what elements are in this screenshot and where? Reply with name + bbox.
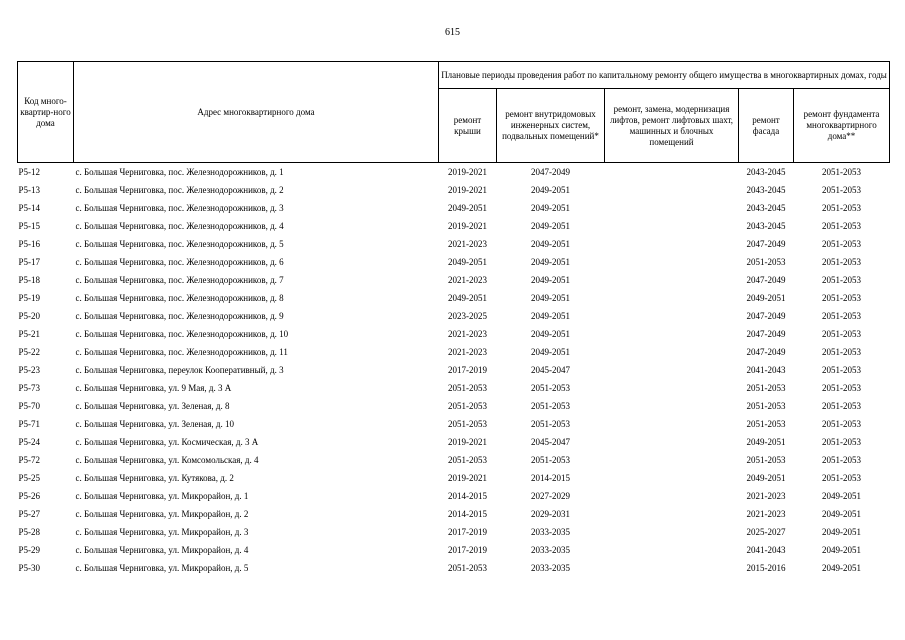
cell-code: Р5-71 <box>18 418 41 429</box>
cell-foundation: 2049-2051 <box>822 490 862 501</box>
cell-systems: 2049-2051 <box>531 274 570 285</box>
cell-systems: 2049-2051 <box>531 292 570 303</box>
cell-systems: 2049-2051 <box>531 184 570 195</box>
cell-facade: 2047-2049 <box>746 310 786 321</box>
cell-lifts <box>605 163 739 182</box>
cell-facade: 2025-2027 <box>746 526 786 537</box>
cell-code: Р5-30 <box>18 562 41 573</box>
header-lifts: ремонт, замена, модернизация лифтов, ремонт лифтовых шахт, машинных и блочных помещений <box>605 89 739 163</box>
cell-roof: 2049-2051 <box>448 292 487 303</box>
cell-code: Р5-15 <box>18 220 41 231</box>
cell-systems: 2014-2015 <box>531 472 570 483</box>
cell-systems: 2047-2049 <box>531 166 570 177</box>
cell-foundation: 2051-2053 <box>822 364 862 375</box>
cell-lifts <box>605 433 739 451</box>
cell-foundation: 2051-2053 <box>822 454 862 465</box>
cell-systems: 2049-2051 <box>531 220 570 231</box>
cell-foundation: 2051-2053 <box>822 184 862 195</box>
cell-systems: 2033-2035 <box>531 544 570 555</box>
header-address: Адрес многоквартирного дома <box>74 62 439 163</box>
cell-systems: 2051-2053 <box>531 454 570 465</box>
cell-systems: 2049-2051 <box>531 238 570 249</box>
cell-facade: 2051-2053 <box>746 382 786 393</box>
cell-roof: 2014-2015 <box>448 508 487 519</box>
cell-address: с. Большая Черниговка, пос. Железнодорожников, д. 4 <box>75 220 284 231</box>
header-foundation: ремонт фундамента многоквартирного дома** <box>794 89 890 163</box>
cell-lifts <box>605 451 739 469</box>
cell-lifts <box>605 199 739 217</box>
cell-lifts <box>605 469 739 487</box>
cell-foundation: 2051-2053 <box>822 256 862 267</box>
cell-address: с. Большая Черниговка, пос. Железнодорожников, д. 11 <box>75 346 288 357</box>
cell-address: с. Большая Черниговка, ул. Микрорайон, д. 3 <box>75 526 249 537</box>
cell-foundation: 2051-2053 <box>822 472 862 483</box>
page-number: 615 <box>445 27 460 38</box>
cell-code: Р5-25 <box>18 472 41 483</box>
cell-lifts <box>605 361 739 379</box>
cell-address: с. Большая Черниговка, ул. Кутякова, д. 2 <box>75 472 234 483</box>
cell-address: с. Большая Черниговка, ул. 9 Мая, д. 3 А <box>75 382 232 393</box>
cell-lifts <box>605 307 739 325</box>
header-systems: ремонт внутридомовых инженерных систем, подвальных помещений* <box>497 89 605 163</box>
cell-foundation: 2051-2053 <box>822 274 862 285</box>
cell-code: Р5-24 <box>18 436 41 447</box>
cell-roof: 2049-2051 <box>448 256 487 267</box>
cell-roof: 2021-2023 <box>448 346 487 357</box>
cell-foundation: 2051-2053 <box>822 418 862 429</box>
cell-lifts <box>605 397 739 415</box>
cell-code: Р5-16 <box>18 238 41 249</box>
cell-foundation: 2051-2053 <box>822 220 862 231</box>
cell-facade: 2047-2049 <box>746 238 786 249</box>
cell-address: с. Большая Черниговка, пос. Железнодорожников, д. 2 <box>75 184 284 195</box>
cell-code: Р5-14 <box>18 202 41 213</box>
cell-systems: 2051-2053 <box>531 382 570 393</box>
cell-roof: 2051-2053 <box>448 418 487 429</box>
cell-facade: 2041-2043 <box>746 364 786 375</box>
cell-systems: 2051-2053 <box>531 418 570 429</box>
table-row <box>18 487 890 505</box>
table-row <box>18 415 890 433</box>
cell-roof: 2019-2021 <box>448 184 487 195</box>
cell-systems: 2049-2051 <box>531 328 570 339</box>
cell-foundation: 2049-2051 <box>822 544 862 555</box>
cell-systems: 2049-2051 <box>531 310 570 321</box>
cell-systems: 2027-2029 <box>531 490 570 501</box>
capital-repair-table <box>17 61 890 577</box>
cell-systems: 2049-2051 <box>531 202 570 213</box>
cell-roof: 2049-2051 <box>448 202 487 213</box>
table-row <box>18 271 890 289</box>
cell-systems: 2049-2051 <box>531 346 570 357</box>
cell-address: с. Большая Черниговка, ул. Зеленая, д. 8 <box>75 400 230 411</box>
cell-lifts <box>605 253 739 271</box>
cell-systems: 2045-2047 <box>531 436 570 447</box>
cell-facade: 2049-2051 <box>746 292 786 303</box>
table-row <box>18 235 890 253</box>
cell-code: Р5-17 <box>18 256 41 267</box>
table-row <box>18 361 890 379</box>
cell-lifts <box>605 343 739 361</box>
cell-address: с. Большая Черниговка, ул. Комсомольская, д. 4 <box>75 454 259 465</box>
cell-facade: 2041-2043 <box>746 544 786 555</box>
table-row <box>18 469 890 487</box>
cell-facade: 2047-2049 <box>746 328 786 339</box>
cell-facade: 2051-2053 <box>746 256 786 267</box>
cell-roof: 2021-2023 <box>448 238 487 249</box>
cell-foundation: 2051-2053 <box>822 238 862 249</box>
table-row <box>18 343 890 361</box>
table-row <box>18 217 890 235</box>
cell-code: Р5-72 <box>18 454 41 465</box>
cell-lifts <box>605 325 739 343</box>
header-code: Код много-квартир-ного дома <box>18 62 74 163</box>
cell-code: Р5-18 <box>18 274 41 285</box>
cell-lifts <box>605 379 739 397</box>
table-row <box>18 379 890 397</box>
cell-roof: 2019-2021 <box>448 166 487 177</box>
table-body <box>18 163 890 578</box>
table-row <box>18 397 890 415</box>
cell-foundation: 2051-2053 <box>822 346 862 357</box>
cell-lifts <box>605 181 739 199</box>
cell-foundation: 2051-2053 <box>822 400 862 411</box>
table-row <box>18 199 890 217</box>
cell-address: с. Большая Черниговка, пос. Железнодорожников, д. 1 <box>75 166 284 177</box>
cell-roof: 2019-2021 <box>448 436 487 447</box>
cell-roof: 2021-2023 <box>448 328 487 339</box>
header-roof: ремонт крыши <box>439 89 497 163</box>
cell-roof: 2021-2023 <box>448 274 487 285</box>
cell-foundation: 2051-2053 <box>822 436 862 447</box>
cell-facade: 2047-2049 <box>746 346 786 357</box>
table-row <box>18 307 890 325</box>
cell-lifts <box>605 217 739 235</box>
cell-address: с. Большая Черниговка, пос. Железнодорожников, д. 10 <box>75 328 289 339</box>
cell-code: Р5-29 <box>18 544 41 555</box>
cell-roof: 2051-2053 <box>448 454 487 465</box>
cell-address: с. Большая Черниговка, пос. Железнодорожников, д. 8 <box>75 292 284 303</box>
cell-facade: 2043-2045 <box>746 184 786 195</box>
table-row <box>18 181 890 199</box>
cell-foundation: 2051-2053 <box>822 328 862 339</box>
cell-address: с. Большая Черниговка, пос. Железнодорожников, д. 7 <box>75 274 284 285</box>
table-row <box>18 253 890 271</box>
cell-code: Р5-20 <box>18 310 41 321</box>
cell-lifts <box>605 559 739 577</box>
table-row <box>18 325 890 343</box>
cell-facade: 2015-2016 <box>746 562 786 573</box>
cell-address: с. Большая Черниговка, ул. Микрорайон, д. 5 <box>75 562 249 573</box>
cell-facade: 2049-2051 <box>746 472 786 483</box>
cell-roof: 2014-2015 <box>448 490 487 501</box>
cell-address: с. Большая Черниговка, пос. Железнодорожников, д. 9 <box>75 310 284 321</box>
table-row <box>18 523 890 541</box>
cell-code: Р5-19 <box>18 292 41 303</box>
cell-roof: 2017-2019 <box>448 364 487 375</box>
cell-facade: 2051-2053 <box>746 454 786 465</box>
cell-code: Р5-27 <box>18 508 41 519</box>
cell-foundation: 2051-2053 <box>822 292 862 303</box>
cell-lifts <box>605 235 739 253</box>
cell-address: с. Большая Черниговка, пос. Железнодорожников, д. 3 <box>75 202 284 213</box>
table-row <box>18 505 890 523</box>
cell-address: с. Большая Черниговка, ул. Микрорайон, д. 2 <box>75 508 249 519</box>
cell-roof: 2023-2025 <box>448 310 487 321</box>
header-facade: ремонт фасада <box>739 89 794 163</box>
table-row <box>18 559 890 577</box>
table-row <box>18 451 890 469</box>
table-row <box>18 433 890 451</box>
cell-address: с. Большая Черниговка, пос. Железнодорожников, д. 5 <box>75 238 284 249</box>
cell-roof: 2019-2021 <box>448 472 487 483</box>
cell-code: Р5-26 <box>18 490 41 501</box>
cell-lifts <box>605 271 739 289</box>
table-row <box>18 541 890 559</box>
cell-lifts <box>605 523 739 541</box>
cell-code: Р5-70 <box>18 400 41 411</box>
cell-systems: 2049-2051 <box>531 256 570 267</box>
cell-facade: 2049-2051 <box>746 436 786 447</box>
cell-roof: 2019-2021 <box>448 220 487 231</box>
cell-foundation: 2051-2053 <box>822 166 862 177</box>
cell-code: Р5-23 <box>18 364 41 375</box>
cell-address: с. Большая Черниговка, ул. Космическая, д. 3 А <box>75 436 259 447</box>
cell-foundation: 2049-2051 <box>822 508 862 519</box>
cell-facade: 2047-2049 <box>746 274 786 285</box>
cell-systems: 2033-2035 <box>531 526 570 537</box>
cell-foundation: 2049-2051 <box>822 526 862 537</box>
cell-roof: 2051-2053 <box>448 382 487 393</box>
cell-roof: 2051-2053 <box>448 562 487 573</box>
table-row <box>18 163 890 182</box>
cell-lifts <box>605 505 739 523</box>
cell-code: Р5-73 <box>18 382 41 393</box>
cell-foundation: 2051-2053 <box>822 202 862 213</box>
cell-facade: 2051-2053 <box>746 400 786 411</box>
cell-lifts <box>605 487 739 505</box>
cell-systems: 2033-2035 <box>531 562 570 573</box>
cell-facade: 2021-2023 <box>746 490 786 501</box>
cell-roof: 2017-2019 <box>448 544 487 555</box>
cell-facade: 2043-2045 <box>746 202 786 213</box>
cell-code: Р5-13 <box>18 184 41 195</box>
cell-code: Р5-28 <box>18 526 41 537</box>
cell-systems: 2029-2031 <box>531 508 570 519</box>
cell-address: с. Большая Черниговка, переулок Кооперативный, д. 3 <box>75 364 284 375</box>
cell-foundation: 2051-2053 <box>822 310 862 321</box>
cell-address: с. Большая Черниговка, ул. Зеленая, д. 10 <box>75 418 234 429</box>
cell-code: Р5-12 <box>18 166 41 177</box>
cell-address: с. Большая Черниговка, ул. Микрорайон, д. 1 <box>75 490 249 501</box>
cell-lifts <box>605 415 739 433</box>
cell-facade: 2043-2045 <box>746 166 786 177</box>
table-row <box>18 289 890 307</box>
cell-facade: 2051-2053 <box>746 418 786 429</box>
cell-lifts <box>605 289 739 307</box>
cell-roof: 2051-2053 <box>448 400 487 411</box>
cell-facade: 2021-2023 <box>746 508 786 519</box>
cell-lifts <box>605 541 739 559</box>
cell-code: Р5-21 <box>18 328 41 339</box>
cell-address: с. Большая Черниговка, пос. Железнодорожников, д. 6 <box>75 256 284 267</box>
cell-code: Р5-22 <box>18 346 41 357</box>
header-periods: Плановые периоды проведения работ по капитальному ремонту общего имущества в многоквартирных домах, годы <box>439 62 890 89</box>
cell-facade: 2043-2045 <box>746 220 786 231</box>
cell-systems: 2045-2047 <box>531 364 570 375</box>
cell-foundation: 2049-2051 <box>822 562 862 573</box>
cell-address: с. Большая Черниговка, ул. Микрорайон, д. 4 <box>75 544 249 555</box>
cell-roof: 2017-2019 <box>448 526 487 537</box>
cell-systems: 2051-2053 <box>531 400 570 411</box>
cell-foundation: 2051-2053 <box>822 382 862 393</box>
